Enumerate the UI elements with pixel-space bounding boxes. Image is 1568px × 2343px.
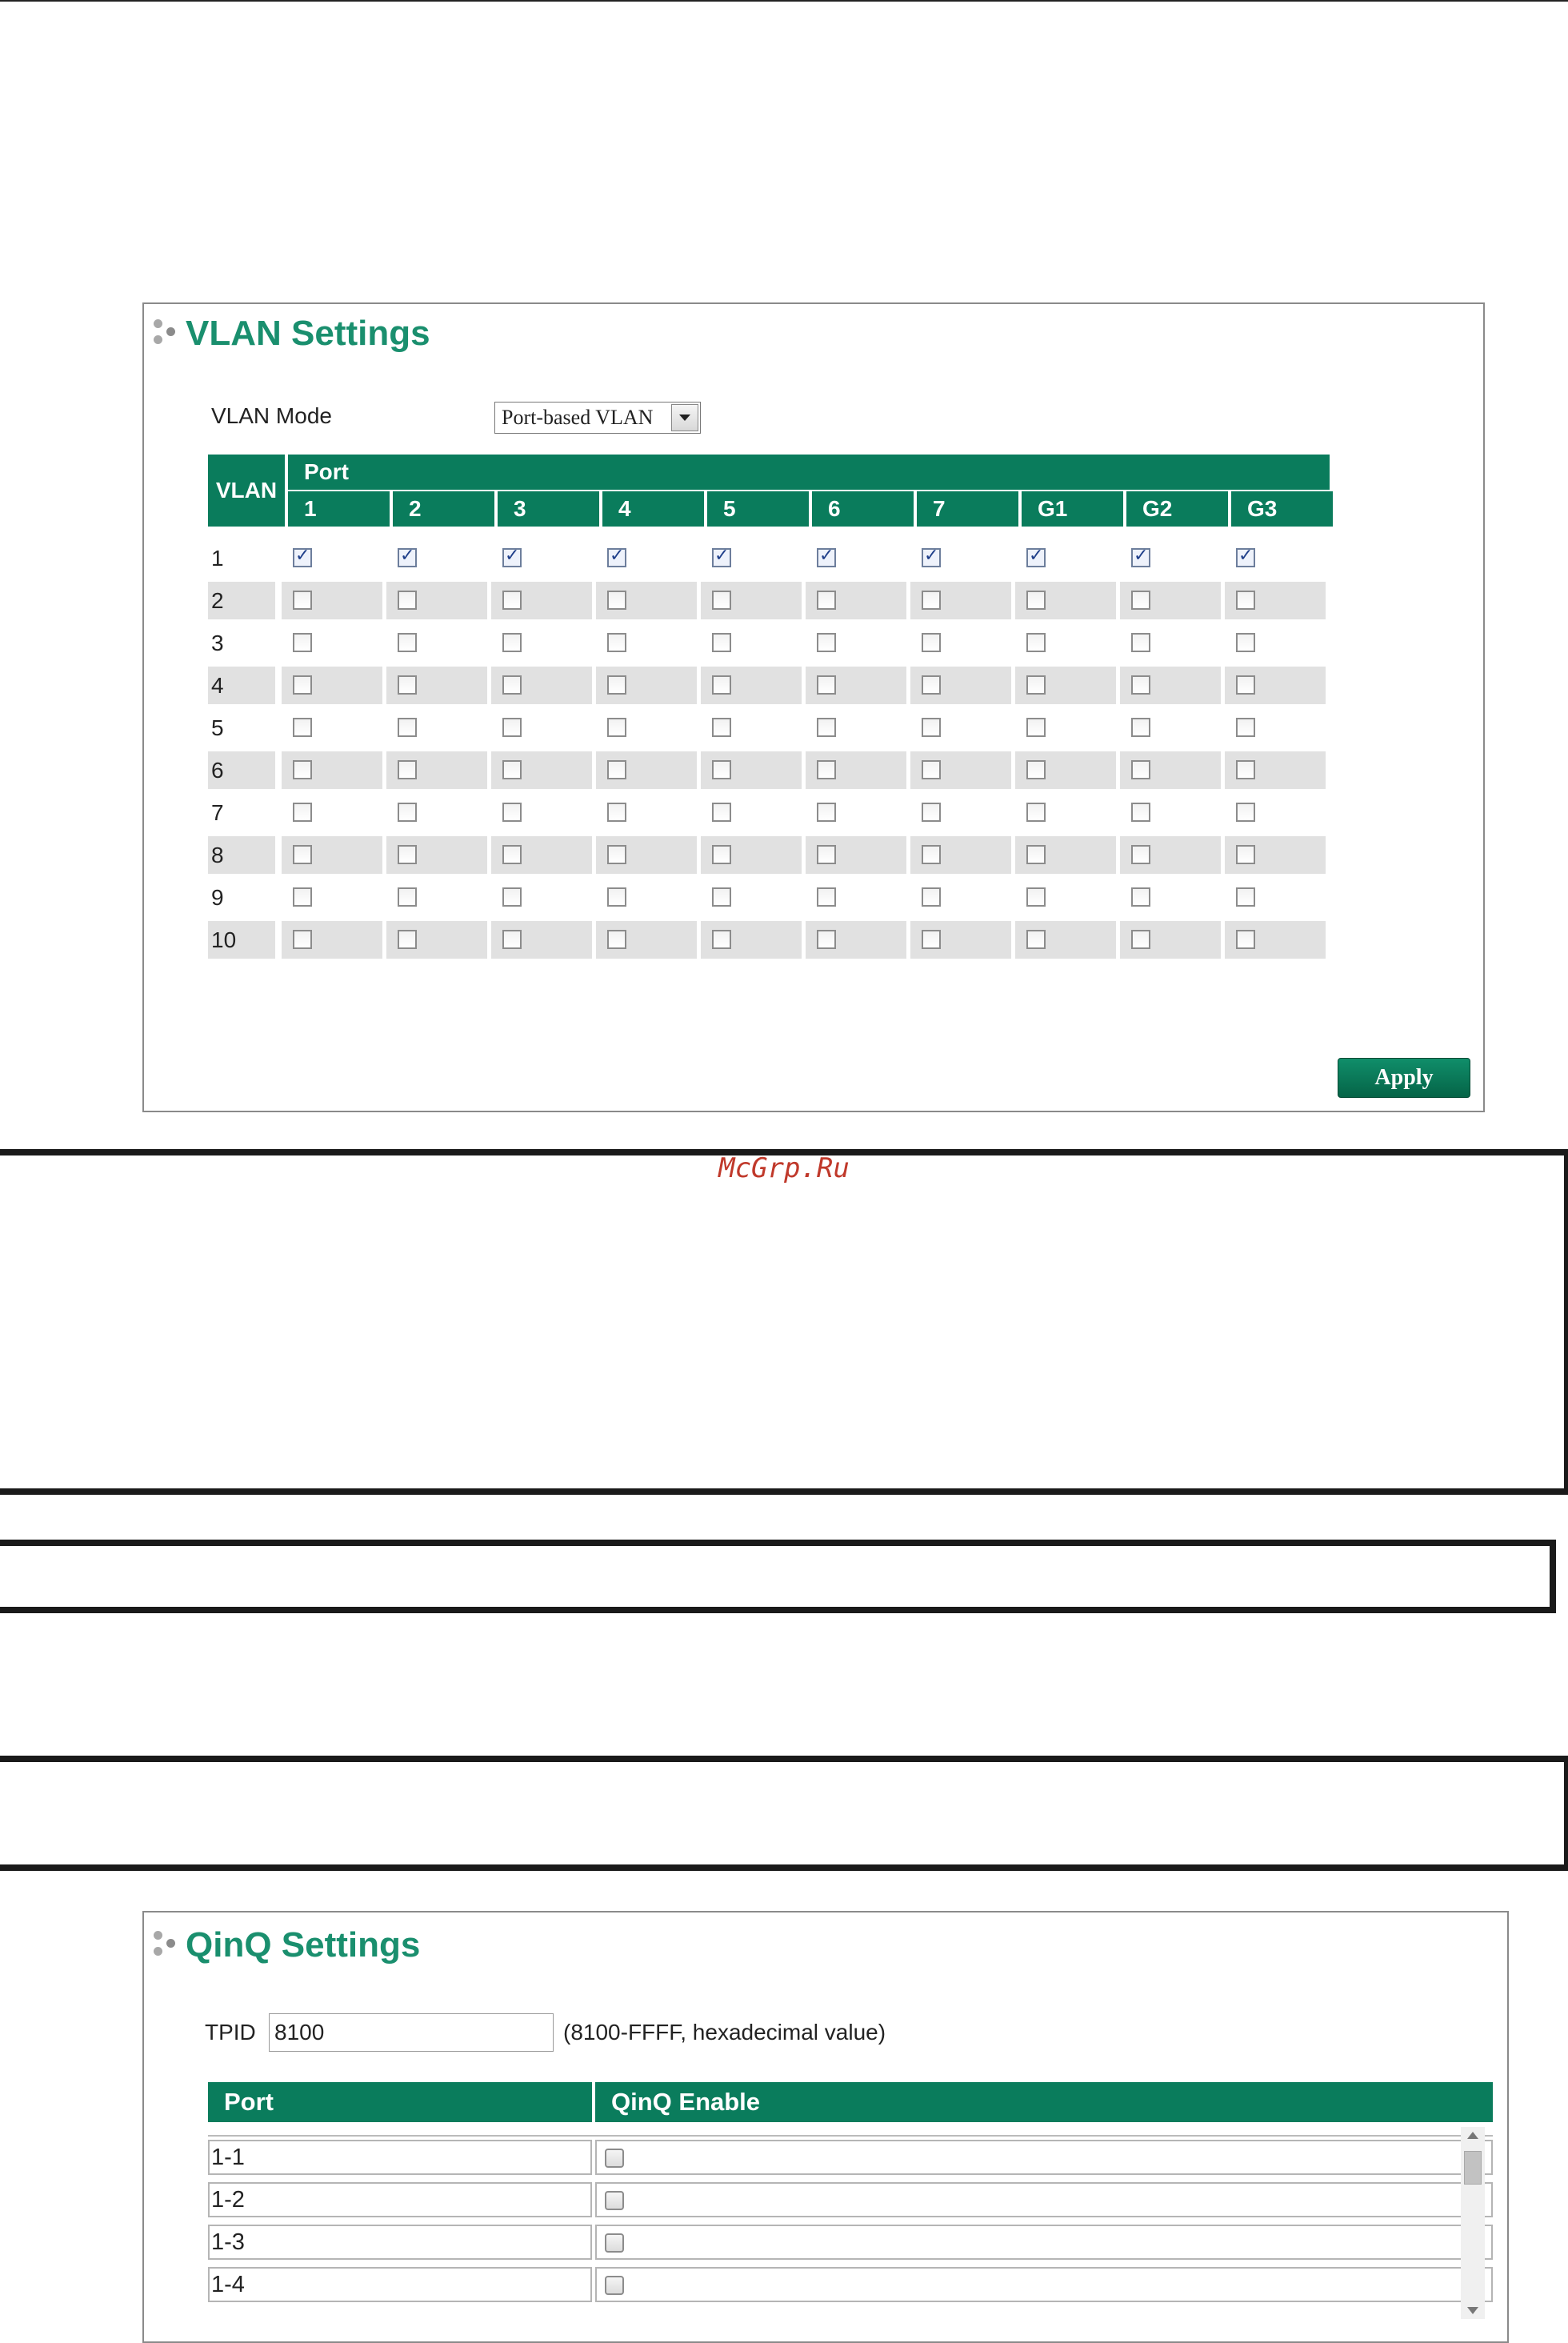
vlan-port-checkbox[interactable] <box>293 675 312 695</box>
vlan-port-cell <box>386 539 487 577</box>
vlan-port-checkbox[interactable] <box>817 591 836 610</box>
vlan-port-cell <box>491 751 592 789</box>
vlan-port-checkbox[interactable] <box>922 803 941 822</box>
vlan-port-checkbox[interactable] <box>293 633 312 652</box>
vlan-port-checkbox[interactable] <box>922 633 941 652</box>
vlan-port-checkbox[interactable] <box>922 887 941 907</box>
qinq-port-cell: 1-2 <box>208 2182 592 2217</box>
scroll-thumb[interactable] <box>1464 2151 1482 2185</box>
vlan-port-checkbox[interactable] <box>817 760 836 779</box>
vlan-port-cell <box>1120 879 1221 916</box>
vlan-port-cell <box>282 921 382 959</box>
vlan-port-cell <box>1225 751 1326 789</box>
tpid-label: TPID <box>205 2020 256 2045</box>
vlan-port-checkbox[interactable] <box>1131 633 1150 652</box>
vlan-port-cell <box>910 539 1011 577</box>
vlan-port-checkbox[interactable] <box>502 675 522 695</box>
vlan-port-cell <box>806 751 906 789</box>
vlan-port-cell <box>1015 624 1116 662</box>
vlan-port-cell <box>1120 794 1221 831</box>
bullet-dots-icon <box>152 1929 179 1961</box>
vlan-port-cell <box>1120 624 1221 662</box>
vlan-port-checkbox[interactable] <box>922 675 941 695</box>
vlan-port-cell <box>1120 539 1221 577</box>
vlan-port-cell <box>282 836 382 874</box>
vlan-port-cell <box>386 582 487 619</box>
vlan-port-cell <box>701 667 802 704</box>
port-column-header: G2 <box>1126 491 1228 527</box>
vlan-port-cell <box>1225 582 1326 619</box>
qinq-settings-heading <box>152 1925 420 1965</box>
vlan-port-cell <box>596 794 697 831</box>
vlan-port-checkbox[interactable] <box>1026 760 1046 779</box>
vlan-mode-label: VLAN Mode <box>211 403 332 428</box>
vlan-port-checkbox[interactable] <box>922 548 941 567</box>
vlan-port-cell <box>806 879 906 916</box>
vlan-port-cell <box>491 709 592 747</box>
vlan-port-cell <box>701 921 802 959</box>
vlan-port-checkbox[interactable] <box>607 718 626 737</box>
vlan-row <box>208 921 1330 963</box>
vlan-port-checkbox[interactable] <box>293 887 312 907</box>
vlan-row <box>208 709 1330 751</box>
bullet-dots-icon <box>152 318 179 350</box>
vlan-port-cell <box>806 921 906 959</box>
vlan-port-checkbox[interactable] <box>1026 591 1046 610</box>
vlan-port-cell <box>386 836 487 874</box>
vlan-port-cell <box>596 539 697 577</box>
vlan-port-checkbox[interactable] <box>922 845 941 864</box>
tpid-hint: (8100-FFFF, hexadecimal value) <box>563 2020 886 2045</box>
vlan-port-checkbox[interactable] <box>712 930 731 949</box>
vlan-port-cell <box>491 921 592 959</box>
vlan-port-cell <box>701 879 802 916</box>
vlan-port-cell <box>1015 836 1116 874</box>
vlan-table-body <box>208 539 1330 963</box>
vlan-port-cell <box>386 667 487 704</box>
vlan-port-checkbox[interactable] <box>817 845 836 864</box>
qinq-enable-cell <box>595 2267 1493 2302</box>
qinq-enable-checkbox[interactable] <box>605 2191 624 2210</box>
vlan-port-checkbox[interactable] <box>1131 887 1150 907</box>
port-column-header: 4 <box>602 491 704 527</box>
vlan-id-cell: 2 <box>208 582 275 619</box>
vlan-row <box>208 582 1330 624</box>
vlan-id-cell: 5 <box>211 715 224 740</box>
vlan-port-cell <box>282 624 382 662</box>
vlan-port-cell <box>386 879 487 916</box>
vlan-port-checkbox[interactable] <box>1026 675 1046 695</box>
vlan-port-checkbox[interactable] <box>293 845 312 864</box>
port-column-header: 7 <box>917 491 1018 527</box>
vlan-id-cell: 9 <box>211 885 224 910</box>
vlan-port-checkbox[interactable] <box>817 718 836 737</box>
vlan-port-checkbox[interactable] <box>502 930 522 949</box>
vlan-port-cell <box>1015 879 1116 916</box>
vlan-port-checkbox[interactable] <box>607 760 626 779</box>
vlan-port-checkbox[interactable] <box>1236 803 1255 822</box>
vlan-port-cell <box>701 751 802 789</box>
vlan-port-cell <box>386 709 487 747</box>
vlan-port-checkbox[interactable] <box>398 760 417 779</box>
vlan-port-checkbox[interactable] <box>502 548 522 567</box>
chevron-down-icon[interactable] <box>671 404 698 431</box>
vlan-port-cell <box>491 667 592 704</box>
vlan-port-checkbox[interactable] <box>1236 845 1255 864</box>
vlan-port-table <box>208 455 1330 963</box>
vlan-port-checkbox[interactable] <box>398 675 417 695</box>
vlan-port-checkbox[interactable] <box>817 548 836 567</box>
vlan-id-cell: 1 <box>211 546 224 571</box>
vlan-port-cell <box>910 794 1011 831</box>
vlan-port-cell <box>386 624 487 662</box>
vlan-port-cell <box>282 751 382 789</box>
vlan-port-checkbox[interactable] <box>1131 803 1150 822</box>
qinq-port-cell: 1-4 <box>208 2267 592 2302</box>
vlan-port-cell <box>701 624 802 662</box>
vlan-port-cell <box>596 667 697 704</box>
vlan-port-cell <box>596 836 697 874</box>
vlan-port-checkbox[interactable] <box>712 548 731 567</box>
vlan-table-header <box>208 455 1330 527</box>
vlan-port-checkbox[interactable] <box>1236 548 1255 567</box>
qinq-enable-checkbox[interactable] <box>605 2149 624 2168</box>
vlan-port-checkbox[interactable] <box>293 591 312 610</box>
vlan-port-cell <box>1225 709 1326 747</box>
vlan-port-cell <box>491 624 592 662</box>
vlan-port-cell <box>386 921 487 959</box>
vlan-port-cell <box>596 624 697 662</box>
vlan-port-checkbox[interactable] <box>712 760 731 779</box>
port-column-header: 5 <box>707 491 809 527</box>
qinq-row <box>208 2137 1493 2179</box>
vlan-port-checkbox[interactable] <box>293 803 312 822</box>
vlan-port-cell <box>282 794 382 831</box>
vlan-port-cell <box>491 582 592 619</box>
vlan-row <box>208 751 1330 794</box>
qinq-port-table <box>208 2082 1493 2297</box>
vlan-port-checkbox[interactable] <box>1131 718 1150 737</box>
vlan-port-checkbox[interactable] <box>293 718 312 737</box>
vlan-port-cell <box>1225 879 1326 916</box>
vlan-port-cell <box>910 751 1011 789</box>
vlan-port-checkbox[interactable] <box>398 633 417 652</box>
vlan-port-cell <box>1225 794 1326 831</box>
vlan-mode-select[interactable] <box>494 402 701 434</box>
vlan-port-cell <box>596 751 697 789</box>
vlan-port-cell <box>1015 709 1116 747</box>
vlan-port-cell <box>1015 794 1116 831</box>
vlan-port-checkbox[interactable] <box>1026 930 1046 949</box>
vlan-port-checkbox[interactable] <box>398 930 417 949</box>
vlan-port-checkbox[interactable] <box>922 760 941 779</box>
qinq-enable-cell <box>595 2140 1493 2175</box>
vlan-port-cell <box>1120 667 1221 704</box>
vlan-port-cell <box>491 794 592 831</box>
note-box-medium <box>0 1756 1568 1871</box>
vlan-port-checkbox[interactable] <box>817 887 836 907</box>
vlan-port-checkbox[interactable] <box>502 591 522 610</box>
vlan-port-checkbox[interactable] <box>398 718 417 737</box>
vlan-port-cell <box>806 539 906 577</box>
vlan-port-cell <box>701 709 802 747</box>
vlan-port-checkbox[interactable] <box>607 930 626 949</box>
qinq-port-cell: 1-1 <box>208 2140 592 2175</box>
vlan-row <box>208 836 1330 879</box>
vlan-port-cell <box>491 836 592 874</box>
vlan-port-cell <box>1015 751 1116 789</box>
vlan-port-checkbox[interactable] <box>607 887 626 907</box>
tpid-input[interactable]: 8100 <box>269 2013 554 2052</box>
scroll-down-icon[interactable] <box>1467 2307 1478 2314</box>
vlan-port-checkbox[interactable] <box>398 845 417 864</box>
vlan-port-checkbox[interactable] <box>1131 845 1150 864</box>
vlan-port-cell <box>282 667 382 704</box>
vlan-port-cell <box>910 582 1011 619</box>
vlan-port-cell <box>806 836 906 874</box>
port-column-header: G3 <box>1231 491 1333 527</box>
qinq-table-body[interactable] <box>208 2135 1493 2319</box>
vlan-port-checkbox[interactable] <box>712 591 731 610</box>
vlan-port-checkbox[interactable] <box>1236 591 1255 610</box>
port-column-header: G1 <box>1022 491 1123 527</box>
vlan-port-cell <box>910 879 1011 916</box>
vlan-port-checkbox[interactable] <box>1236 930 1255 949</box>
vlan-port-cell <box>386 794 487 831</box>
vlan-port-checkbox[interactable] <box>922 591 941 610</box>
vlan-port-cell <box>1015 582 1116 619</box>
vlan-port-checkbox[interactable] <box>293 930 312 949</box>
vlan-id-cell: 8 <box>208 836 275 874</box>
vlan-port-cell <box>1120 582 1221 619</box>
vlan-port-checkbox[interactable] <box>1026 633 1046 652</box>
vlan-port-checkbox[interactable] <box>502 760 522 779</box>
qinq-settings-title: QinQ Settings <box>186 1925 421 1965</box>
vlan-port-checkbox[interactable] <box>607 675 626 695</box>
vlan-port-cell <box>806 667 906 704</box>
vlan-row <box>208 794 1330 836</box>
qinq-row <box>208 2221 1493 2264</box>
vlan-port-cell <box>1120 751 1221 789</box>
qinq-settings-panel <box>142 1911 1509 2343</box>
qinq-row <box>208 2264 1493 2306</box>
vlan-port-cell <box>806 794 906 831</box>
port-column-header: 3 <box>498 491 599 527</box>
note-box-large <box>0 1149 1568 1495</box>
qinq-enable-cell <box>595 2225 1493 2260</box>
vlan-port-cell <box>1225 667 1326 704</box>
vlan-settings-panel <box>142 302 1485 1112</box>
qinq-enable-checkbox[interactable] <box>605 2233 624 2253</box>
vlan-port-cell <box>1120 709 1221 747</box>
vlan-port-cell <box>910 667 1011 704</box>
vlan-port-checkbox[interactable] <box>817 930 836 949</box>
vlan-port-checkbox[interactable] <box>922 930 941 949</box>
vlan-port-cell <box>701 794 802 831</box>
vlan-port-checkbox[interactable] <box>607 633 626 652</box>
vlan-port-cell <box>1015 667 1116 704</box>
vlan-port-checkbox[interactable] <box>1131 591 1150 610</box>
vlan-settings-heading <box>152 314 430 354</box>
vlan-port-checkbox[interactable] <box>607 548 626 567</box>
port-column-header: 2 <box>393 491 494 527</box>
vlan-column-header: VLAN <box>208 455 285 527</box>
vlan-port-cell <box>1120 921 1221 959</box>
vlan-port-cell <box>1015 539 1116 577</box>
vlan-port-checkbox[interactable] <box>1131 930 1150 949</box>
qinq-port-cell: 1-3 <box>208 2225 592 2260</box>
vlan-port-checkbox[interactable] <box>1236 760 1255 779</box>
vlan-id-cell: 10 <box>208 921 275 959</box>
vlan-port-cell <box>1225 921 1326 959</box>
qinq-scrollbar[interactable] <box>1461 2127 1485 2319</box>
vlan-port-checkbox[interactable] <box>712 845 731 864</box>
vlan-port-checkbox[interactable] <box>1131 675 1150 695</box>
vlan-port-checkbox[interactable] <box>1131 760 1150 779</box>
qinq-enable-checkbox[interactable] <box>605 2276 624 2295</box>
vlan-port-checkbox[interactable] <box>398 548 417 567</box>
vlan-port-checkbox[interactable] <box>712 675 731 695</box>
vlan-port-checkbox[interactable] <box>1236 675 1255 695</box>
note-box-small <box>0 1540 1556 1613</box>
vlan-port-checkbox[interactable] <box>607 591 626 610</box>
vlan-port-checkbox[interactable] <box>1026 845 1046 864</box>
vlan-port-cell <box>282 709 382 747</box>
vlan-port-cell <box>701 836 802 874</box>
vlan-port-cell <box>596 879 697 916</box>
vlan-id-cell: 3 <box>211 631 224 655</box>
port-column-header: 6 <box>812 491 914 527</box>
vlan-port-checkbox[interactable] <box>1236 887 1255 907</box>
vlan-settings-title: VLAN Settings <box>186 314 430 353</box>
vlan-port-checkbox[interactable] <box>922 718 941 737</box>
qinq-enable-cell <box>595 2182 1493 2217</box>
watermark-text: McGrp.Ru <box>718 1152 850 1184</box>
apply-button[interactable]: Apply <box>1338 1058 1470 1098</box>
vlan-port-checkbox[interactable] <box>1026 887 1046 907</box>
vlan-port-cell <box>282 539 382 577</box>
port-group-header: Port <box>288 455 1330 490</box>
vlan-port-checkbox[interactable] <box>607 845 626 864</box>
vlan-port-cell <box>910 709 1011 747</box>
vlan-port-cell <box>806 582 906 619</box>
vlan-port-cell <box>596 582 697 619</box>
qinq-enable-header: QinQ Enable <box>595 2082 1493 2122</box>
vlan-port-cell <box>386 751 487 789</box>
vlan-port-cell <box>701 582 802 619</box>
vlan-port-checkbox[interactable] <box>293 548 312 567</box>
vlan-port-checkbox[interactable] <box>1026 803 1046 822</box>
vlan-mode-value: Port-based VLAN <box>502 406 654 429</box>
vlan-port-cell <box>282 582 382 619</box>
vlan-port-cell <box>596 709 697 747</box>
vlan-id-cell: 7 <box>211 800 224 825</box>
vlan-port-cell <box>1225 624 1326 662</box>
vlan-port-checkbox[interactable] <box>502 803 522 822</box>
vlan-port-checkbox[interactable] <box>398 803 417 822</box>
vlan-port-cell <box>1225 539 1326 577</box>
vlan-port-cell <box>282 879 382 916</box>
port-column-header: 1 <box>288 491 390 527</box>
page-top-rule <box>0 0 1568 2</box>
vlan-port-cell <box>491 879 592 916</box>
vlan-row <box>208 624 1330 667</box>
vlan-port-checkbox[interactable] <box>502 718 522 737</box>
qinq-row <box>208 2179 1493 2221</box>
vlan-port-checkbox[interactable] <box>398 591 417 610</box>
vlan-port-checkbox[interactable] <box>817 803 836 822</box>
vlan-port-checkbox[interactable] <box>712 633 731 652</box>
vlan-port-checkbox[interactable] <box>712 803 731 822</box>
scroll-up-icon[interactable] <box>1467 2132 1478 2139</box>
vlan-row <box>208 539 1330 582</box>
vlan-port-checkbox[interactable] <box>1026 718 1046 737</box>
vlan-port-cell <box>701 539 802 577</box>
vlan-port-checkbox[interactable] <box>1236 633 1255 652</box>
vlan-port-checkbox[interactable] <box>817 675 836 695</box>
vlan-port-checkbox[interactable] <box>1026 548 1046 567</box>
vlan-id-cell: 6 <box>208 751 275 789</box>
vlan-port-cell <box>596 921 697 959</box>
vlan-port-checkbox[interactable] <box>502 887 522 907</box>
vlan-port-checkbox[interactable] <box>817 633 836 652</box>
vlan-port-cell <box>910 624 1011 662</box>
vlan-row <box>208 879 1330 921</box>
vlan-port-cell <box>806 709 906 747</box>
vlan-id-cell: 4 <box>208 667 275 704</box>
vlan-port-checkbox[interactable] <box>398 887 417 907</box>
vlan-port-checkbox[interactable] <box>502 845 522 864</box>
vlan-port-cell <box>1120 836 1221 874</box>
vlan-row <box>208 667 1330 709</box>
vlan-port-cell <box>1225 836 1326 874</box>
vlan-port-checkbox[interactable] <box>293 760 312 779</box>
vlan-port-checkbox[interactable] <box>712 887 731 907</box>
vlan-port-checkbox[interactable] <box>712 718 731 737</box>
vlan-port-checkbox[interactable] <box>502 633 522 652</box>
vlan-port-cell <box>806 624 906 662</box>
vlan-port-checkbox[interactable] <box>607 803 626 822</box>
vlan-port-checkbox[interactable] <box>1131 548 1150 567</box>
qinq-port-header: Port <box>208 2082 592 2122</box>
vlan-port-cell <box>491 539 592 577</box>
qinq-table-header <box>208 2082 1493 2122</box>
vlan-port-cell <box>910 836 1011 874</box>
vlan-port-cell <box>910 921 1011 959</box>
vlan-port-checkbox[interactable] <box>1236 718 1255 737</box>
vlan-port-cell <box>1015 921 1116 959</box>
